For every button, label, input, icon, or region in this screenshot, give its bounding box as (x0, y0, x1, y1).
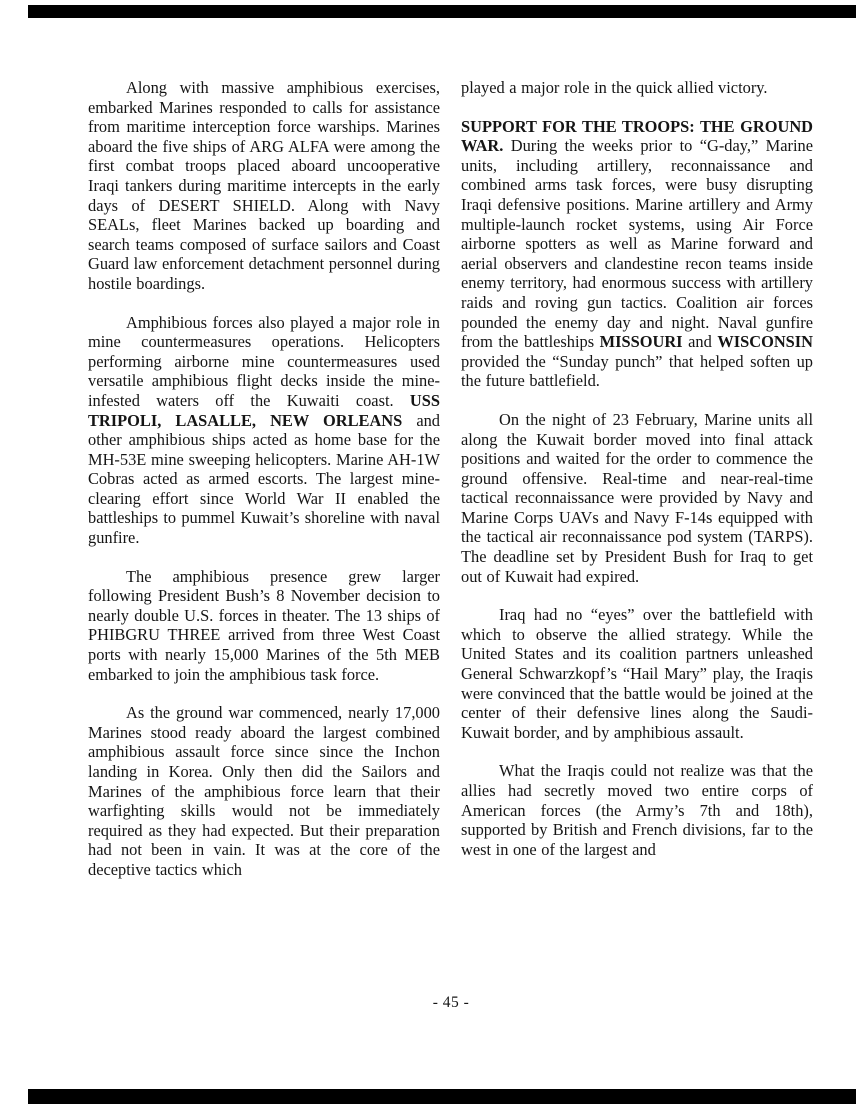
section-heading-paragraph (461, 117, 813, 391)
left-column (88, 78, 440, 899)
text-run: Amphibious forces also played a major role in mine countermeasures operations. Helicopters performing airborne mine countermeasures used versatile amphibious flight decks inside the mine-infested waters off the Kuwaiti coast. (88, 312, 440, 410)
paragraph-continuation (461, 78, 813, 98)
text-run: What the Iraqis could not realize was that the allies had secretly moved two entire corps of American forces (the Army’s 7th and 18th), supported by British and French divisions, far to the west in one of the largest and (461, 761, 813, 859)
page-number: - 45 - (432, 994, 470, 1011)
bold-text-run: SUPPORT FOR THE TROOPS: THE GROUND WAR. (461, 116, 813, 156)
text-run: and other amphibious ships acted as home base for the MH-53E mine sweeping helicopters. Marine AH-1W Cobras acted as armed escorts. The largest mine-clearing effort since World War II enabled the battleships to pummel Kuwait’s shoreline with naval gunfire. (88, 410, 440, 548)
paragraph (88, 313, 440, 548)
text-run: provided the “Sunday punch” that helped soften up the future battlefield. (461, 351, 813, 391)
text-run: As the ground war commenced, nearly 17,000 Marines stood ready aboard the largest combined amphibious assault force since since the Inchon landing in Korea. Only then did the Sailors and Marines of the amphibious force learn that their warfighting skills would not be immediately required as they had expected. But their preparation had not been in vain. It was at the core of the deceptive tactics which (88, 703, 440, 879)
paragraph (461, 410, 813, 586)
text-run: The amphibious presence grew larger following President Bush’s 8 November decision to nearly double U.S. forces in theater. The 13 ships of PHIBGRU THREE arrived from three West Coast ports with nearly 15,000 Marines of the 5th MEB embarked to join the amphibious task force. (88, 566, 440, 684)
top-rule (28, 5, 856, 18)
bold-text-run: MISSOURI (599, 332, 683, 352)
text-run: Along with massive amphibious exercises, embarked Marines responded to calls for assistance from maritime interception force warships. Marines aboard the five ships of ARG ALFA were among the first combat troops placed aboard uncooperative Iraqi tankers during maritime intercepts in the early days of DESERT SHIELD. Along with Navy SEALs, fleet Marines backed up boarding and search teams composed of surface sailors and Coast Guard law enforcement detachment personnel during hostile boardings. (88, 78, 440, 293)
page-content (88, 78, 814, 899)
bottom-rule (28, 1089, 856, 1104)
paragraph (461, 605, 813, 742)
paragraph (88, 567, 440, 685)
paragraph (461, 761, 813, 859)
text-run: On the night of 23 February, Marine units all along the Kuwait border moved into final attack positions and waited for the order to commence the ground offensive. Real-time and near-real-time tactical reconnaissance were provided by Navy and Marine Corps UAVs and Navy F-14s equipped with the tactical air reconnaissance pod system (TARPS). The deadline set by President Bush for Iraq to get out of Kuwait had expired. (461, 409, 813, 586)
text-run: played a major role in the quick allied victory. (461, 78, 768, 97)
text-run: and (682, 332, 718, 352)
right-column (461, 78, 813, 899)
paragraph (88, 78, 440, 294)
paragraph (88, 703, 440, 879)
text-run: Iraq had no “eyes” over the battlefield with which to observe the allied strategy. While the United States and its coalition partners unleashed General Schwarzkopf’s “Hail Mary” play, the Iraqis were convinced that the battle would be joined at the center of their defensive lines along the Saudi-Kuwait border, and by amphibious assault. (461, 605, 813, 742)
text-run: During the weeks prior to “G-day,” Marine units, including artillery, reconnaissance and combined arms task forces, were busy disrupting Iraqi defensive positions. Marine artillery and Army multiple-launch rocket systems, using Air Force airborne spotters as well as Marine forward and aerial observers and clandestine recon teams inside enemy territory, had enormous success with artillery raids and roving gun tactics. Coalition air forces pounded the enemy day and night. Naval gunfire from the battleships (461, 136, 813, 352)
bold-text-run: USS TRIPOLI, LASALLE, NEW ORLEANS (88, 390, 440, 430)
bold-text-run: WISCONSIN (717, 332, 813, 352)
